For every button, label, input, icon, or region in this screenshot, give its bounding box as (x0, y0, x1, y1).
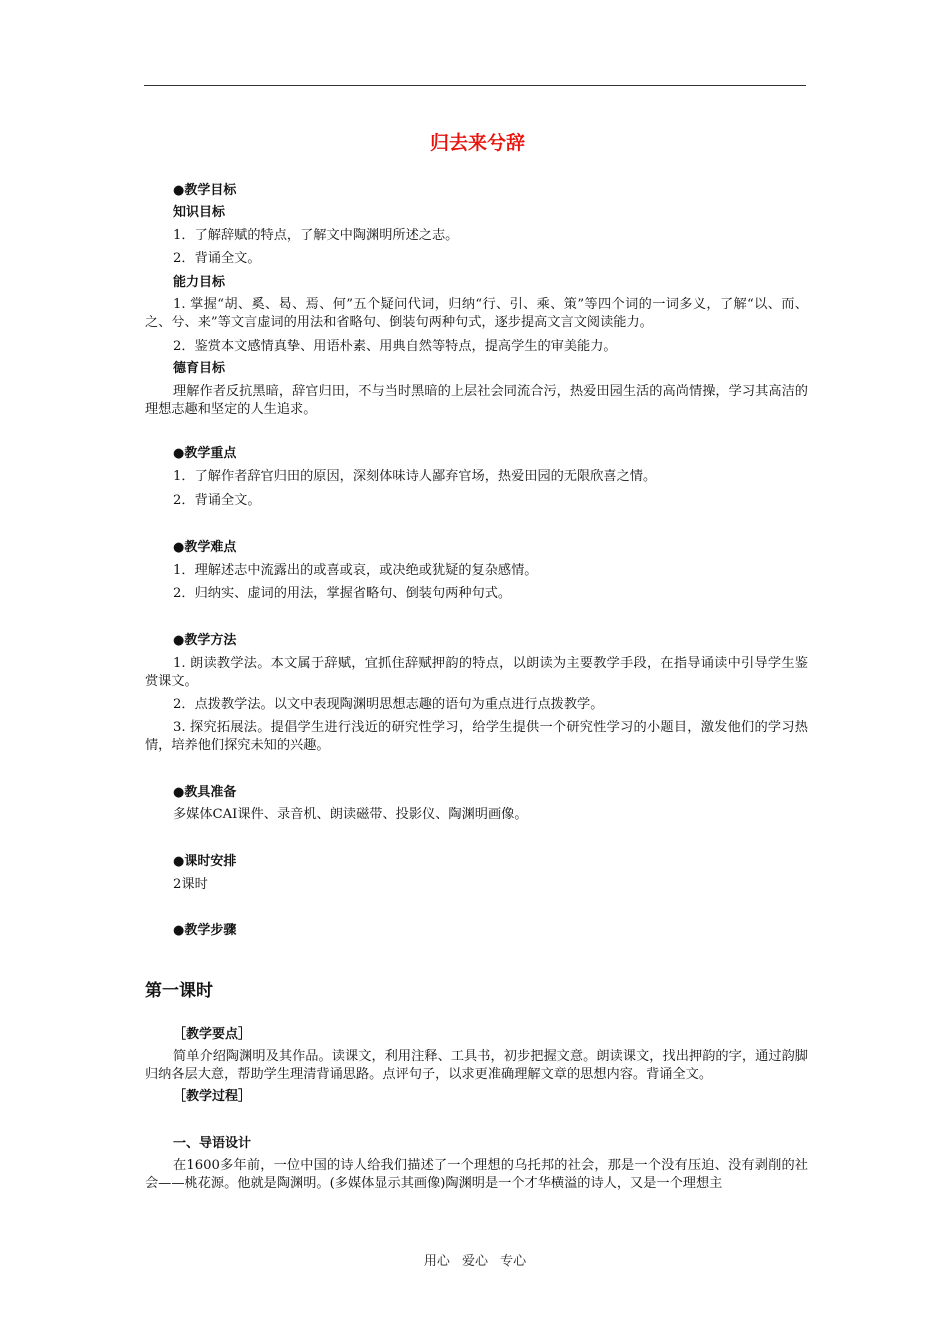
intro-heading: 一、导语设计 (173, 1136, 252, 1151)
section-heading-methods: ●教学方法 (173, 633, 237, 648)
difficulty-1: 1．理解述志中流露出的或喜或哀，或决绝或犹疑的复杂感情。 (173, 563, 538, 578)
key-point-1: 1．了解作者辞官归田的原因，深刻体味诗人鄙弃官场，热爱田园的无限欣喜之情。 (173, 469, 657, 484)
subheading-moral: 德育目标 (173, 361, 226, 376)
lesson-points-text: 简单介绍陶渊明及其作品。读课文，利用注释、工具书，初步把握文意。朗读课文，找出押韵的字，通过韵脚归纳各层大意，帮助学生理清背诵思路。点评句子，以求更准确理解文章的思想内容。背诵全文。 (145, 1049, 808, 1082)
section-heading-difficulties: ●教学难点 (173, 540, 237, 555)
intro-text: 在1600多年前，一位中国的诗人给我们描述了一个理想的乌托邦的社会，那是一个没有压迫、没有剥削的社会——桃花源。他就是陶渊明。(多媒体显示其画像)陶渊明是一个才华横溢的诗人，又是一个理想主 (145, 1158, 808, 1191)
lesson-process-heading: ［教学过程］ (173, 1089, 252, 1104)
schedule-text: 2课时 (173, 877, 208, 892)
difficulty-2: 2．归纳实、虚词的用法，掌握省略句、倒装句两种句式。 (173, 586, 512, 601)
section-heading-key-points: ●教学重点 (173, 446, 237, 461)
ability-item-1: 1. 掌握“胡、奚、曷、焉、何”五个疑问代词，归纳“行、引、乘、策”等四个词的一词多义，了解“以、而、之、兮、来”等文言虚词的用法和省略句、倒装句两种句式，逐步提高文言文阅读能力。 (145, 297, 808, 330)
method-3: 3. 探究拓展法。提倡学生进行浅近的研究性学习，给学生提供一个研究性学习的小题目，激发他们的学习热情，培养他们探究未知的兴趣。 (145, 720, 808, 753)
document-title: 归去来兮辞 (429, 132, 525, 154)
page-footer: 用心 爱心 专心 (423, 1254, 527, 1269)
header-rule (144, 85, 806, 86)
section-heading-objectives: ●教学目标 (173, 183, 237, 198)
knowledge-item-1: 1．了解辞赋的特点，了解文中陶渊明所述之志。 (173, 228, 459, 243)
method-1: 1. 朗读教学法。本文属于辞赋，宜抓住辞赋押韵的特点，以朗读为主要教学手段，在指导诵读中引导学生鉴赏课文。 (145, 656, 808, 689)
ability-item-2: 2．鉴赏本文感情真挚、用语朴素、用典自然等特点，提高学生的审美能力。 (173, 339, 617, 354)
subheading-knowledge: 知识目标 (173, 205, 226, 220)
section-heading-schedule: ●课时安排 (173, 854, 237, 869)
section-heading-steps: ●教学步骤 (173, 923, 237, 938)
lesson-points-heading: ［教学要点］ (173, 1027, 252, 1042)
knowledge-item-2: 2．背诵全文。 (173, 251, 261, 266)
moral-text: 理解作者反抗黑暗，辞官归田，不与当时黑暗的上层社会同流合污，热爱田园生活的高尚情操，学习其高洁的理想志趣和坚定的人生追求。 (145, 384, 808, 417)
section-heading-tools: ●教具准备 (173, 785, 237, 800)
tools-text: 多媒体CAI课件、录音机、朗读磁带、投影仪、陶渊明画像。 (173, 807, 528, 822)
method-2: 2．点拨教学法。以文中表现陶渊明思想志趣的语句为重点进行点拨教学。 (173, 697, 604, 712)
key-point-2: 2．背诵全文。 (173, 493, 261, 508)
subheading-ability: 能力目标 (173, 275, 226, 290)
lesson-heading: 第一课时 (145, 981, 213, 1001)
